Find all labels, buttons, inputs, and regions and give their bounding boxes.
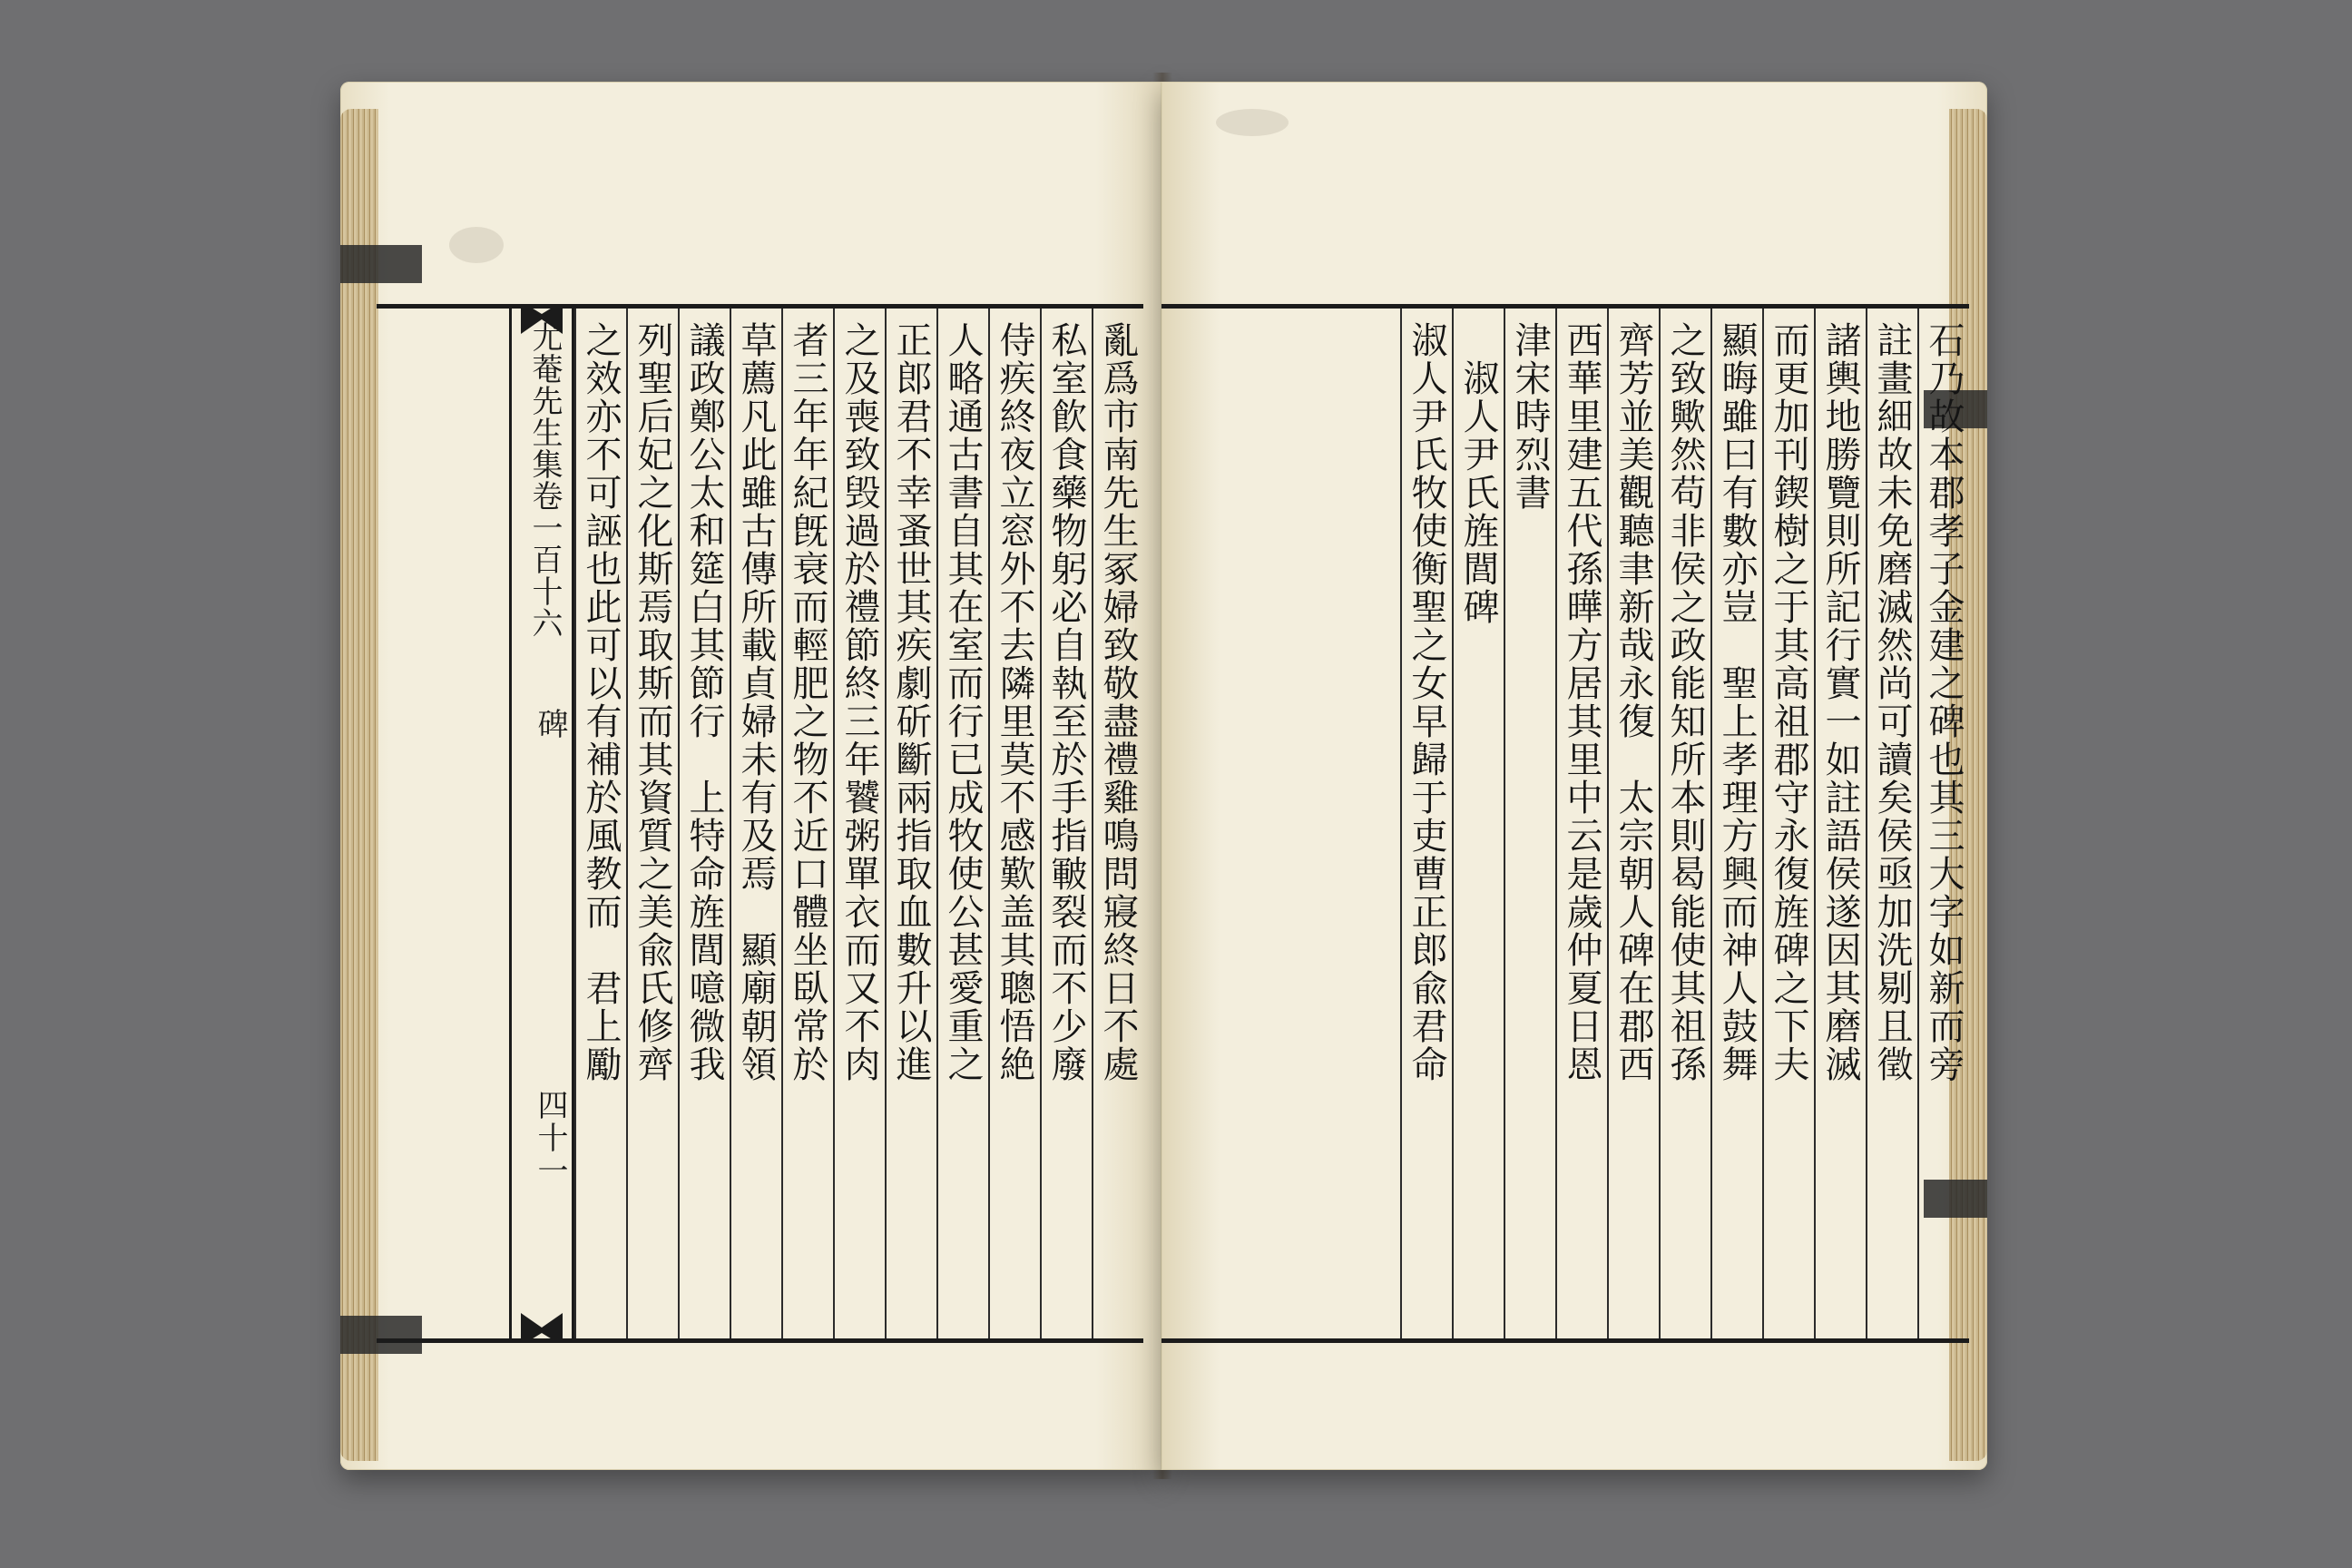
book-title: 尤菴先生集卷一百十六 [526, 321, 563, 639]
text-column: 者三年年紀旣衰而輕肥之物不近口體坐臥常於 [781, 309, 833, 1338]
left-page-edge [340, 109, 378, 1461]
text-column: 私室飮食藥物躬必自執至於手指皸裂而不少廢 [1040, 309, 1092, 1338]
text-column: 人略通古書自其在室而行已成牧使公甚愛重之 [936, 309, 988, 1338]
text-column: 侍疾終夜立窓外不去隣里莫不感歎盖其聰悟絶 [988, 309, 1040, 1338]
text-column: 之及喪致毁過於禮節終三年饕粥單衣而又不肉 [833, 309, 885, 1338]
center-band [509, 309, 574, 1338]
text-column: 議政鄭公太和筵白其節行 上特命旌閭噫微我 [678, 309, 730, 1338]
text-column: 石乃故本郡孝子金建之碑也其三大字如新而旁 [1917, 309, 1969, 1338]
text-column: 之致歟然苟非侯之政能知所本則曷能使其祖孫 [1659, 309, 1710, 1338]
text-column: 註畫細故未免磨滅然尚可讀矣侯亟加洗剔且徵 [1866, 309, 1917, 1338]
text-column: 西華里建五代孫曄方居其里中云是歲仲夏日恩 [1555, 309, 1607, 1338]
text-column: 淑人尹氏牧使衡聖之女早歸于吏曹正郎兪君命 [1400, 309, 1452, 1338]
text-column: 正郎君不幸蚤世其疾劇斫斷兩指取血數升以進 [885, 309, 936, 1338]
right-text-frame [1161, 304, 1969, 1343]
text-column: 草薦凡此雖古傳所載貞婦未有及焉 顯廟朝領 [730, 309, 781, 1338]
text-column: 顯晦雖曰有數亦豈 聖上孝理方興而神人鼓舞 [1710, 309, 1762, 1338]
book-spread [313, 73, 2014, 1479]
text-column: 列聖后妃之化斯焉取斯而其資質之美兪氏修齊 [626, 309, 678, 1338]
text-column: 亂爲市南先生冢婦致敬盡禮雞鳴問寢終日不處 [1092, 309, 1143, 1338]
paper-stain [1216, 109, 1289, 136]
page-number: 四十一 [532, 1089, 568, 1187]
right-text-columns [1161, 309, 1969, 1338]
text-column: 淑人尹氏旌閭碑 [1452, 309, 1504, 1338]
text-column: 諸輿地勝覽則所記行實一如註語侯遂因其磨滅 [1814, 309, 1866, 1338]
fish-tail-mark-icon [519, 1311, 564, 1338]
binding-thread [340, 245, 422, 283]
left-page [340, 82, 1161, 1470]
text-column: 之效亦不可誣也此可以有補於風教而 君上勵 [574, 309, 626, 1338]
left-text-frame [377, 304, 1143, 1343]
text-column: 而更加刊鍥樹之于其高祖郡守永復旌碑之下夫 [1762, 309, 1814, 1338]
left-text-columns [377, 309, 1143, 1338]
paper-stain [449, 227, 504, 263]
text-column: 津宋時烈書 [1504, 309, 1555, 1338]
section-label: 碑 [532, 708, 568, 740]
text-column: 齊芳並美觀聽聿新哉永復 太宗朝人碑在郡西 [1607, 309, 1659, 1338]
right-page [1161, 82, 1987, 1470]
